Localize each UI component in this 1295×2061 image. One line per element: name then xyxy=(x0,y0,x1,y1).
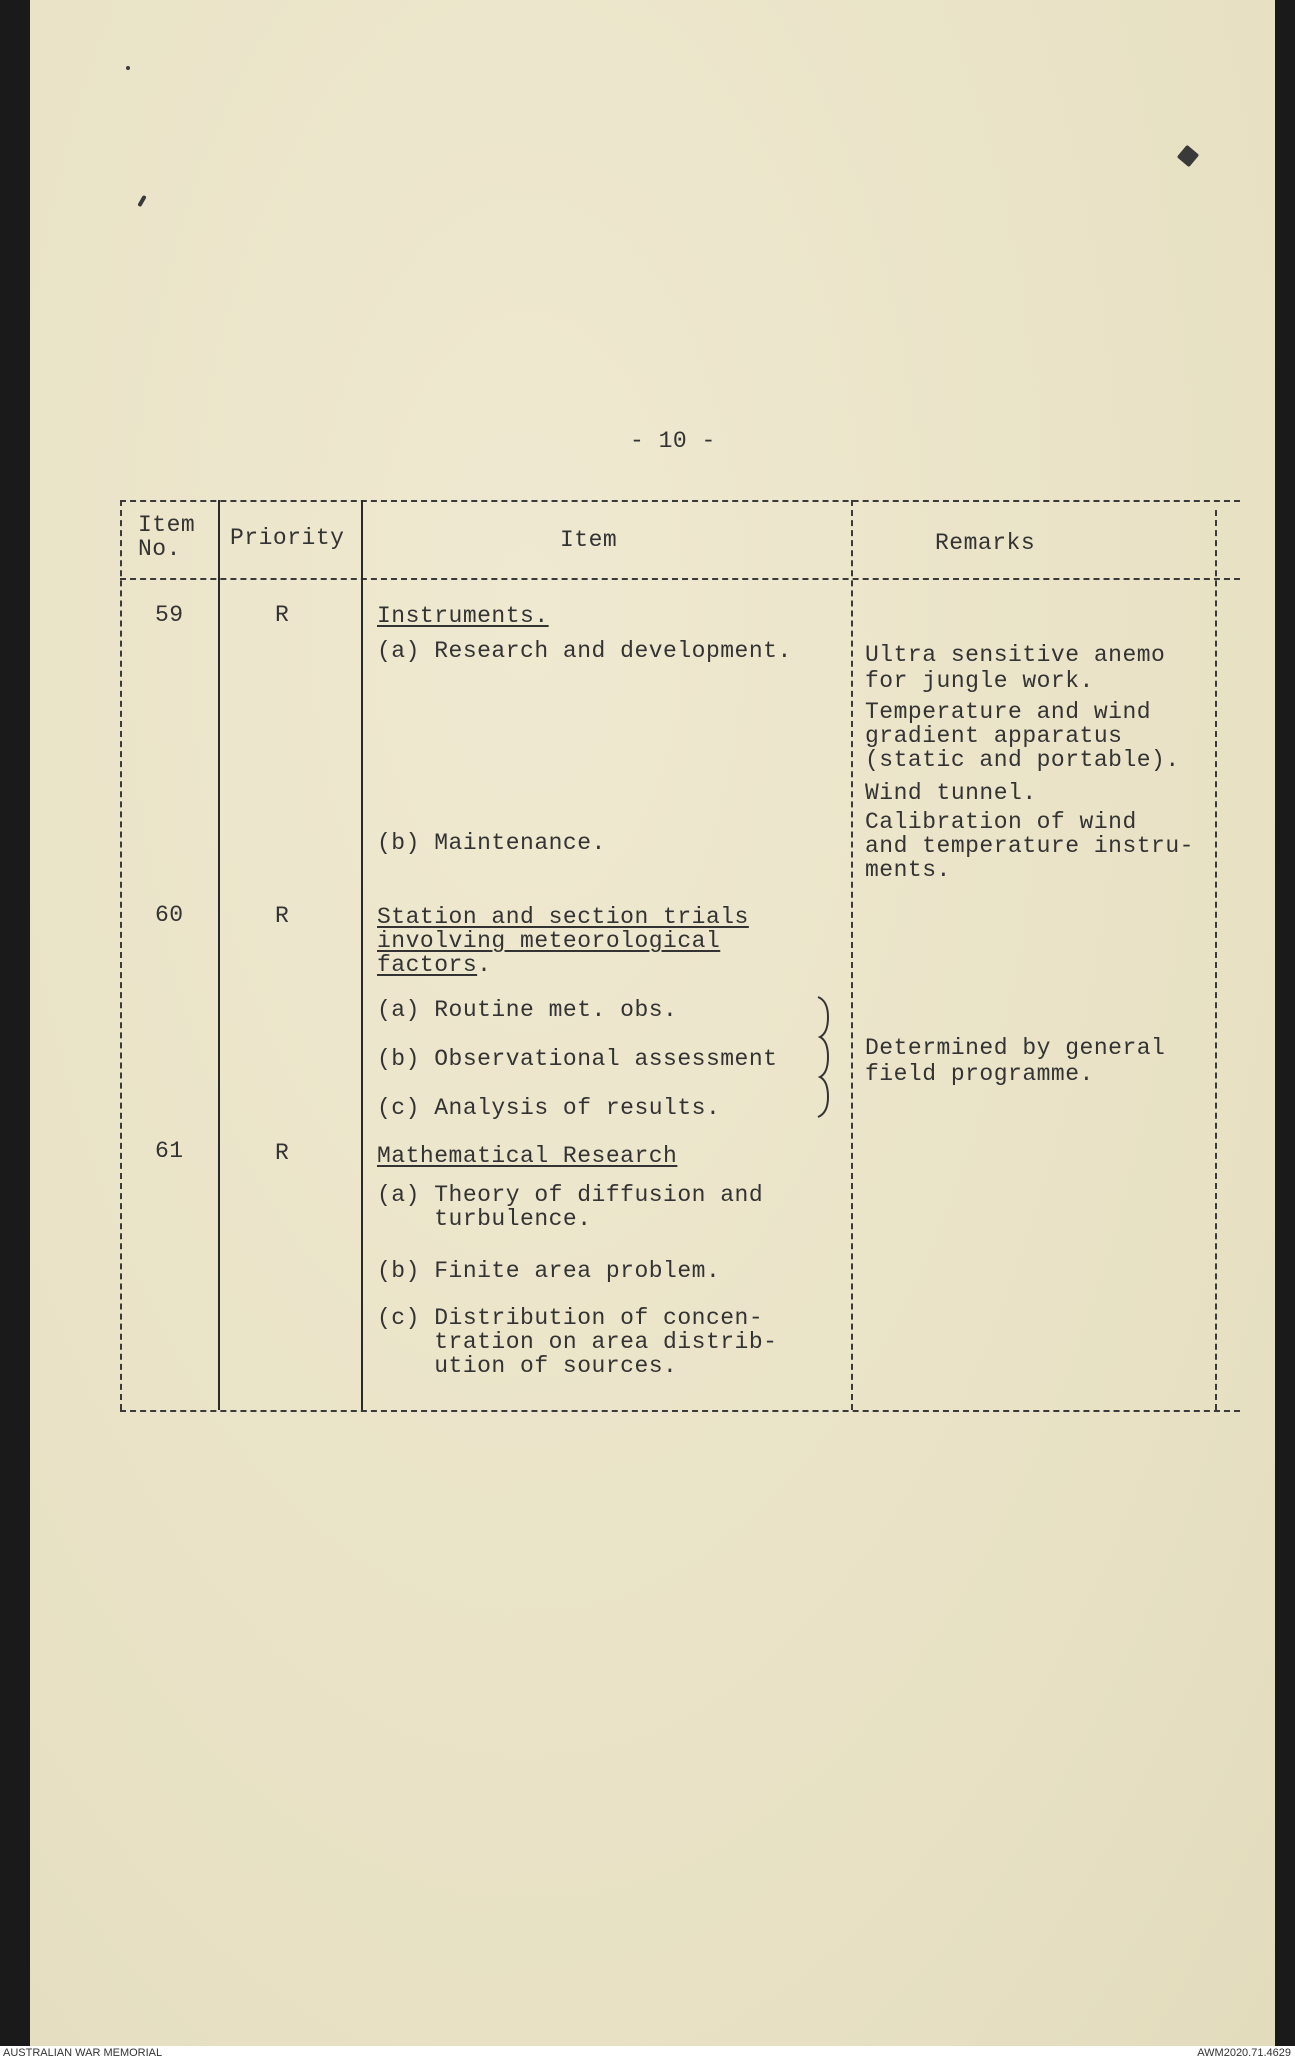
staple-mark xyxy=(1177,145,1200,168)
header-priority: Priority xyxy=(230,525,345,551)
row-59-title: Instruments. xyxy=(377,603,549,629)
brace-icon xyxy=(810,995,840,1120)
row-61-item-c: (c) Distribution of concen- tration on area distrib- ution of sources. xyxy=(377,1305,778,1379)
header-item-no: Item No. xyxy=(138,512,196,562)
row-60-title-block xyxy=(377,905,749,977)
page-number: - 10 - xyxy=(630,428,716,454)
table-top-border xyxy=(120,500,1240,502)
row-60-item-a: (a) Routine met. obs. xyxy=(377,997,678,1023)
row-61-title: Mathematical Research xyxy=(377,1143,678,1169)
row-59-item-b: (b) Maintenance. xyxy=(377,830,606,856)
footer-institution: AUSTRALIAN WAR MEMORIAL xyxy=(3,2047,163,2059)
document-page xyxy=(30,0,1275,2046)
table-bottom-border xyxy=(120,1410,1240,1412)
column-divider-3 xyxy=(851,500,853,1410)
header-bottom-border xyxy=(120,578,1240,580)
row-60-title: Station and section trials involving meteorological factors xyxy=(377,904,749,978)
staple-mark xyxy=(126,66,130,70)
table-right-border xyxy=(1215,510,1217,1410)
row-59-remark-2: Temperature and wind gradient apparatus (static and portable). xyxy=(865,699,1180,773)
row-60-title-period: . xyxy=(477,952,492,978)
header-item: Item xyxy=(560,527,618,553)
row-60-remark: Determined by general field programme. xyxy=(865,1035,1166,1087)
column-divider-1 xyxy=(218,500,220,1410)
row-59-remark-3: Wind tunnel. xyxy=(865,780,1037,806)
row-59-priority: R xyxy=(275,602,290,628)
table-left-border xyxy=(120,500,122,1410)
row-61-item-b: (b) Finite area problem. xyxy=(377,1258,721,1284)
row-59-item-a: (a) Research and development. xyxy=(377,638,792,664)
staple-mark xyxy=(137,195,146,207)
row-61-priority: R xyxy=(275,1140,290,1166)
header-remarks: Remarks xyxy=(935,530,1036,556)
row-60-number: 60 xyxy=(155,902,184,928)
row-60-item-c: (c) Analysis of results. xyxy=(377,1095,721,1121)
column-divider-2 xyxy=(361,500,363,1410)
row-60-item-b: (b) Observational assessment xyxy=(377,1046,778,1072)
archive-footer xyxy=(0,2046,1295,2061)
row-60-priority: R xyxy=(275,903,290,929)
row-61-number: 61 xyxy=(155,1138,184,1164)
row-59-remark-4: Calibration of wind and temperature instru- ments. xyxy=(865,809,1194,883)
row-59-number: 59 xyxy=(155,602,184,628)
footer-reference: AWM2020.71.4629 xyxy=(1197,2047,1291,2059)
row-61-item-a: (a) Theory of diffusion and turbulence. xyxy=(377,1182,764,1232)
row-59-remark-1: Ultra sensitive anemo for jungle work. xyxy=(865,642,1166,694)
